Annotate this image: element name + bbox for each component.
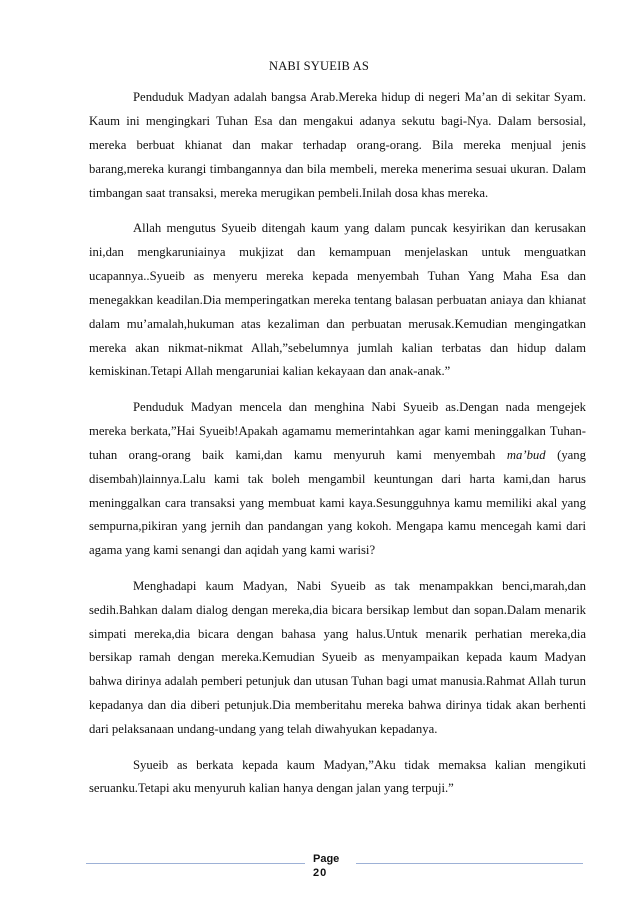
footer-divider-left (86, 863, 305, 864)
paragraph-1 (89, 86, 586, 206)
paragraph-3-text-end: (yang disembah)lainnya.Lalu kami tak boleh mengambil keuntungan dari harta kami,dan harus meninggalkan cara transaksi yang membuat kami kaya.Sesungguhnya kamu memiliki akal yang sempurna,pikiran yang jernih dan pandangan yang kokoh. Mengapa kamu mencegah kami dari agama yang kami senangi dan aqidah yang kami warisi? (89, 447, 586, 558)
document-body (89, 86, 586, 813)
page-label: Page (313, 853, 340, 865)
paragraph-3 (89, 396, 586, 563)
page-title: NABI SYUEIB AS (268, 59, 370, 73)
paragraph-3-text-start: Penduduk Madyan mencela dan menghina Nabi Syueib as.Dengan nada mengejek mereka berkata,”Hai Syueib!Apakah agamamu memerintahkan agar kami meninggalkan Tuhan-tuhan orang-orang baik kami,dan kamu menyuruh kami menyembah (89, 399, 586, 462)
paragraph-4 (89, 575, 586, 742)
page-number: 20 (313, 867, 328, 879)
paragraph-3-italic-term: ma’bud (506, 447, 546, 462)
paragraph-5-text: Syueib as berkata kepada kaum Madyan,”Aku tidak memaksa kalian mengikuti seruanku.Tetapi aku menyuruh kalian hanya dengan jalan yang terpuji.” (89, 757, 586, 796)
footer-divider-right (356, 863, 583, 864)
paragraph-2-text: Allah mengutus Syueib ditengah kaum yang dalam puncak kesyirikan dan kerusakan ini,dan mengkaruniainya mukjizat dan kemampuan menjelaskan untuk menguatkan ucapannya..Syueib as menyeru mereka kepada menyembah Tuhan Yang Maha Esa dan menegakkan keadilan.Dia memperingatkan mereka tentang balasan perbuatan aniaya dan khianat dalam mu’amalah,hukuman atas kezaliman dan perbuatan merusak.Kemudian mengingatkan mereka akan nikmat-nikmat Allah,”sebelumnya jumlah kalian terbatas dan hidup dalam kemiskinan.Tetapi Allah mengaruniai kalian kekayaan dan anak-anak.” (89, 221, 586, 379)
paragraph-5 (89, 754, 586, 802)
paragraph-1-text: Penduduk Madyan adalah bangsa Arab.Mereka hidup di negeri Ma’an di sekitar Syam. Kaum ini mengingkari Tuhan Esa dan mengakui adanya sekutu bagi-Nya. Dalam bersosial, mereka berbuat khianat dan makar terhadap orang-orang. Bila mereka menjual jenis barang,mereka kurangi timbangannya dan bila membeli, mereka menerima sesuai ukuran. Dalam timbangan saat transaksi, mereka merugikan pembeli.Inilah dosa khas mereka. (89, 90, 586, 200)
paragraph-2 (89, 217, 586, 384)
paragraph-4-text: Menghadapi kaum Madyan, Nabi Syueib as tak menampakkan benci,marah,dan sedih.Bahkan dalam dialog dengan mereka,dia bicara bersikap lembut dan sopan.Dalam menarik simpati mereka,dia bicara dengan bahasa yang halus.Untuk menarik perhatian mereka,dia bersikap ramah dengan mereka.Kemudian Syueib as menyampaikan kepada kaum Madyan bahwa dirinya adalah pemberi petunjuk dan utusan Tuhan bagi umat manusia.Rahmat Allah turun kepadanya dan dia diberi petunjuk.Dia memberitahu mereka bahwa dirinya tidak akan berhenti dari pelaksanaan undang-undang yang telah diwahyukan kepadanya. (89, 578, 586, 737)
